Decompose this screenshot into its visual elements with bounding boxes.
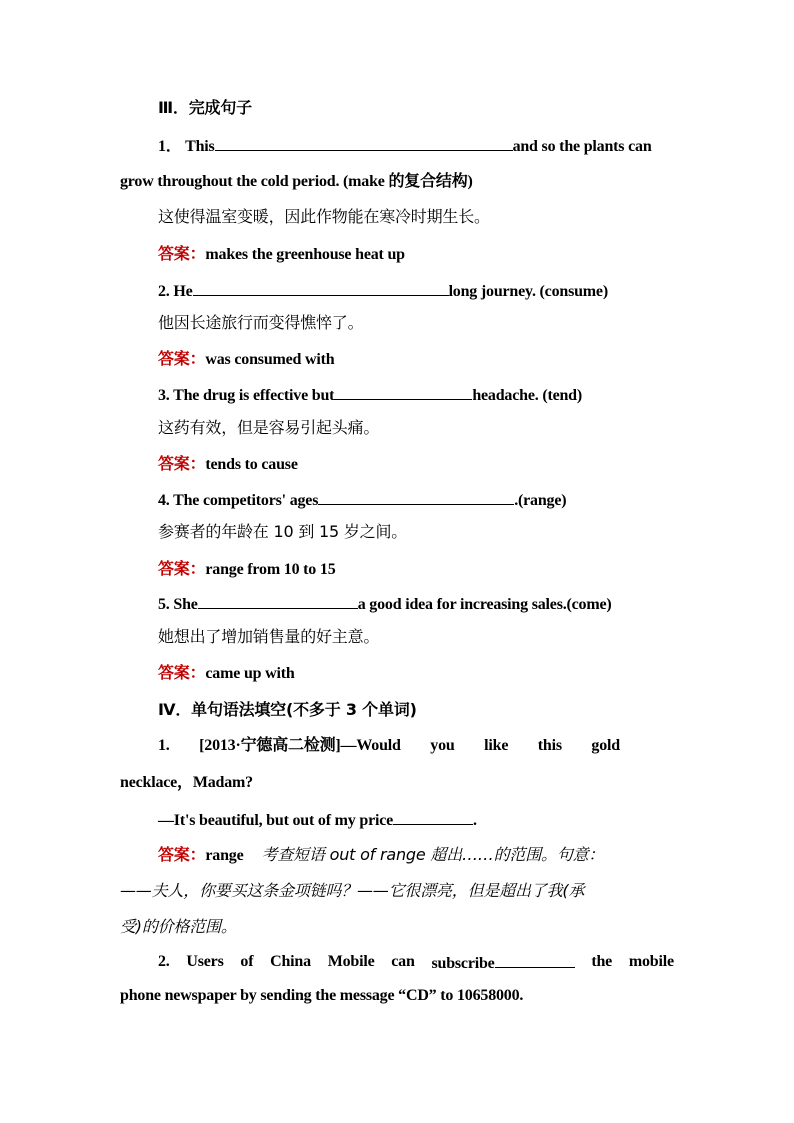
question-iv-2: 2. Users of China Mobile can subscribe the mobile	[158, 953, 674, 972]
question-3-translation: 这药有效，但是容易引起头痛。	[158, 418, 380, 437]
answer-2: 答案：was consumed with	[158, 349, 335, 368]
question-5-translation: 她想出了增加销售量的好主意。	[158, 627, 380, 646]
question-2: 2. He long journey. (consume)	[158, 280, 608, 302]
answer-blank	[318, 489, 514, 505]
question-iv-2-line2: phone newspaper by sending the message “CD” to 10658000.	[120, 987, 524, 1004]
question-4-translation: 参赛者的年龄在 10 到 15 岁之间。	[158, 522, 408, 541]
question-iv-1-line3: —It's beautiful, but out of my price .	[158, 809, 477, 831]
answer-blank	[495, 952, 575, 968]
section-4-title: Ⅳ．单句语法填空(不多于 3 个单词)	[158, 700, 417, 719]
answer-blank	[334, 384, 472, 400]
question-1: 1． This and so the plants can	[158, 135, 652, 157]
answer-blank	[393, 809, 473, 825]
question-4: 4. The competitors' ages .(range)	[158, 489, 566, 511]
question-1-translation: 这使得温室变暖，因此作物能在寒冷时期生长。	[158, 207, 490, 226]
question-iv-1-line2: necklace，Madam?	[120, 774, 253, 791]
answer-blank	[198, 593, 358, 609]
question-5: 5. She a good idea for increasing sales.(come)	[158, 593, 612, 615]
answer-5: 答案：came up with	[158, 663, 295, 682]
question-iv-1: 1. [2013·宁德高二检测]—Would you like this gold	[158, 737, 620, 754]
answer-3: 答案：tends to cause	[158, 454, 298, 473]
explanation-line3: 受)的价格范围。	[120, 917, 237, 936]
question-2-translation: 他因长途旅行而变得憔悴了。	[158, 313, 364, 332]
answer-4: 答案：range from 10 to 15	[158, 559, 336, 578]
answer-blank	[215, 135, 513, 151]
answer-iv-1: 答案：range 考查短语 out of range 超出……的范围。句意：	[158, 845, 605, 864]
question-1-continued: grow throughout the cold period. (make 的复合结构)	[120, 173, 473, 190]
question-3: 3. The drug is effective but headache. (tend)	[158, 384, 582, 406]
answer-1: 答案：makes the greenhouse heat up	[158, 244, 405, 263]
explanation-line2: ——夫人，你要买这条金项链吗？——它很漂亮，但是超出了我(承	[120, 881, 585, 900]
answer-blank	[193, 280, 449, 296]
section-3-title: Ⅲ．完成句子	[158, 98, 252, 117]
